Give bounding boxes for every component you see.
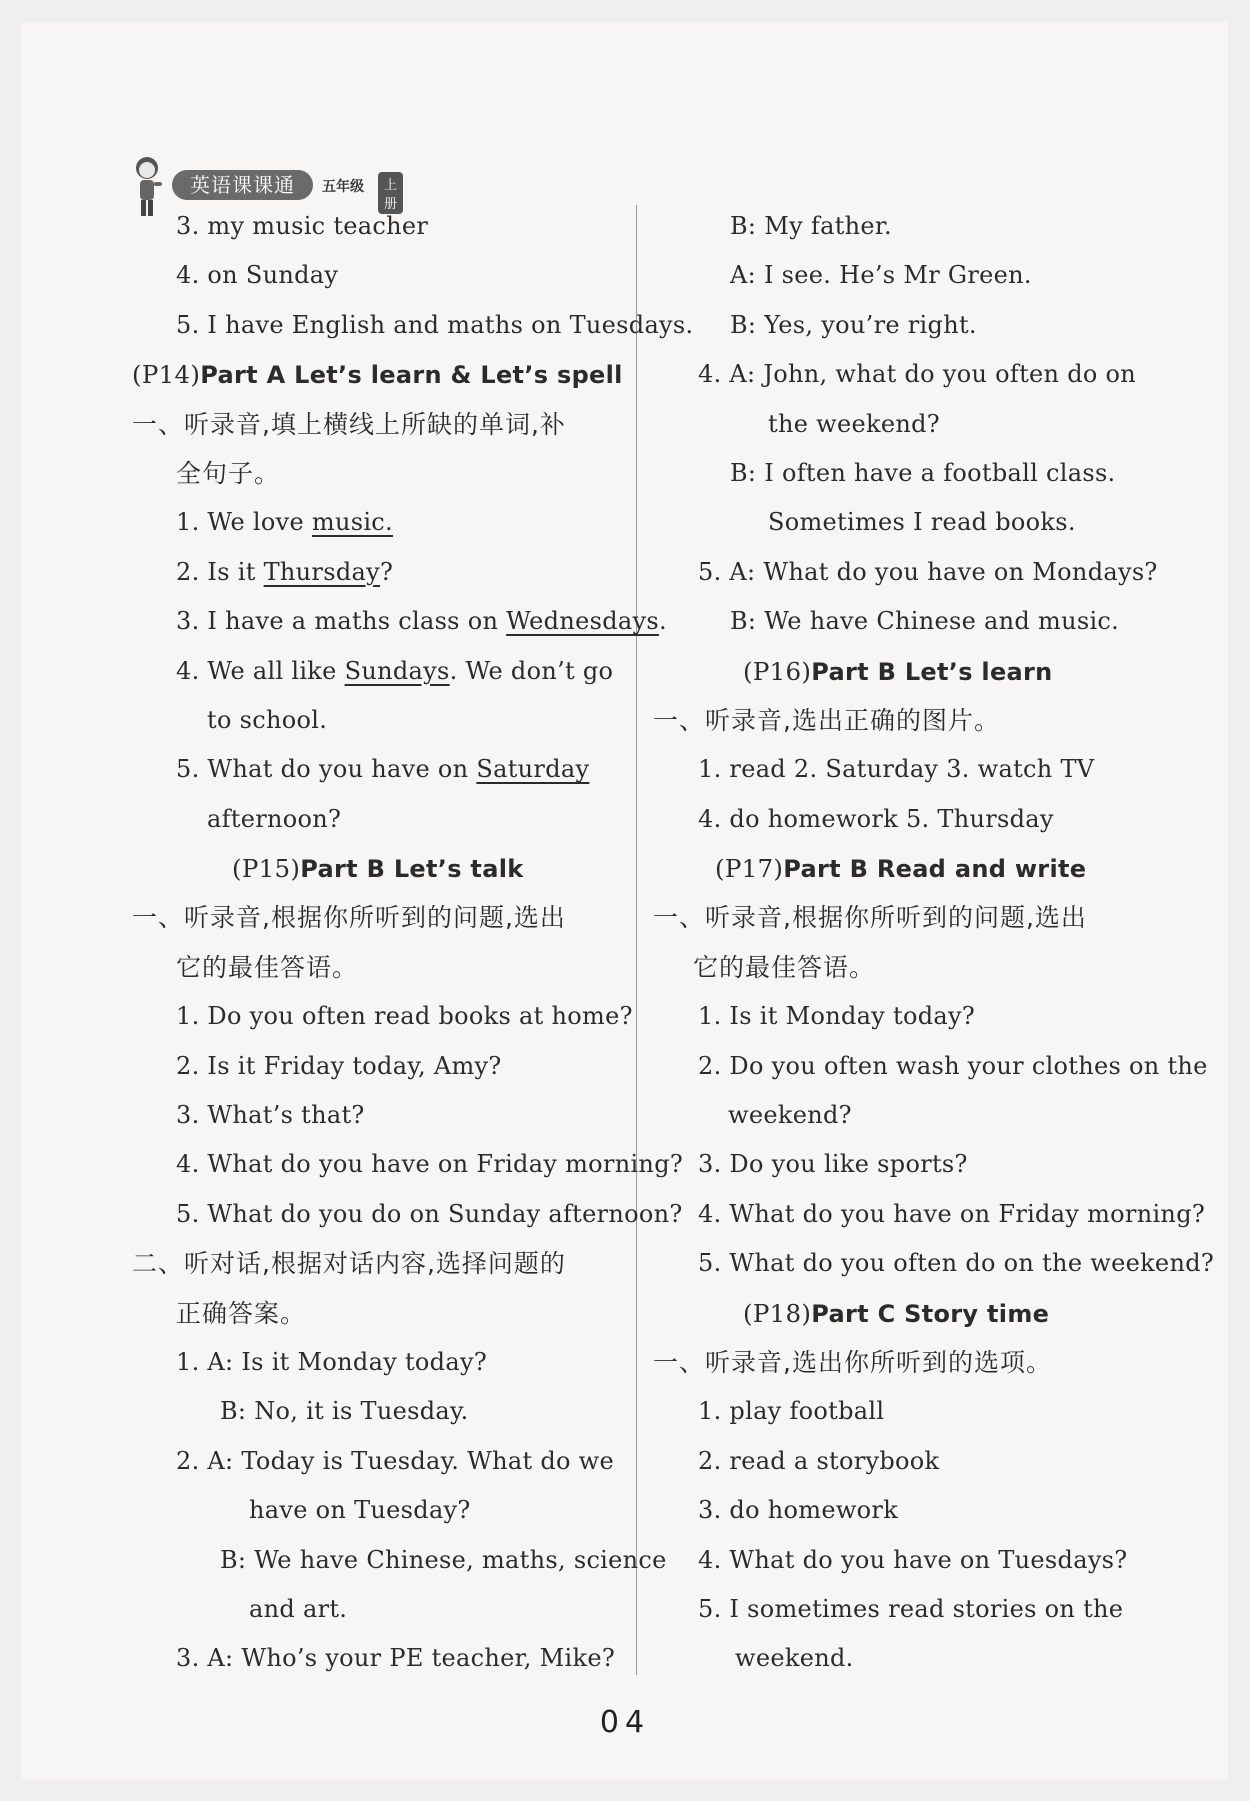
answer-line: 3. my music teacher [176, 212, 429, 240]
dialogue-line: 3. A: Who’s your PE teacher, Mike? [176, 1644, 616, 1673]
answer-line: weekend. [735, 1644, 854, 1673]
answer-line: afternoon? [207, 804, 342, 833]
section-title: Part B Let’s learn [811, 657, 1053, 686]
book-title-banner: 英语课课通 [172, 170, 313, 200]
instruction: 一、听录音,根据你所听到的问题,选出 [132, 903, 566, 933]
answer-line: 2. Is it Friday today, Amy? [176, 1051, 502, 1080]
answer-line: 1. Do you often read books at home? [176, 1002, 633, 1031]
answer-line: 3. do homework [698, 1496, 899, 1525]
answer-line: 2. Do you often wash your clothes on the [698, 1051, 1208, 1080]
answer-line: 1. play football [698, 1397, 885, 1426]
filled-blank: Sundays [344, 656, 450, 685]
dialogue-line: 1. A: Is it Monday today? [176, 1347, 487, 1376]
section-title: Part B Let’s talk [300, 855, 524, 884]
answer-line: to school. [207, 705, 328, 734]
answer-line: 1. We love music. [176, 508, 393, 537]
answer-line: weekend? [728, 1101, 852, 1130]
section-page: (P16) [743, 656, 812, 686]
answer-line: 5. What do you have on Saturday [176, 755, 590, 784]
dialogue-line: the weekend? [768, 409, 940, 438]
answer-line: 4. on Sunday [176, 261, 339, 290]
dialogue-line: B: We have Chinese and music. [730, 607, 1120, 636]
section-title: Part A Let’s learn & Let’s spell [200, 361, 623, 390]
section-heading [132, 350, 632, 399]
instruction: 一、听录音,选出你所听到的选项。 [653, 1347, 1052, 1377]
dialogue-line: 5. A: What do you have on Mondays? [698, 557, 1158, 586]
section-title: Part B Read and write [783, 855, 1087, 884]
column-divider [636, 205, 637, 1675]
answer-line: 3. I have a maths class on Wednesdays. [176, 607, 667, 636]
answer-line: 1. read 2. Saturday 3. watch TV [698, 755, 1095, 784]
filled-blank: Thursday [263, 557, 380, 586]
instruction: 它的最佳答语。 [176, 952, 359, 982]
instruction: 一、听录音,根据你所听到的问题,选出 [653, 903, 1087, 933]
answer-line: 5. I have English and maths on Tuesdays. [176, 310, 694, 339]
left-column [132, 202, 694, 1684]
section-heading [693, 1289, 1193, 1338]
section-heading [693, 844, 1193, 893]
section-heading [132, 844, 632, 893]
answer-line: 4. We all like Sundays. We don’t go [176, 656, 614, 685]
instruction: 全句子。 [176, 458, 281, 488]
volume-label: 上册 [378, 172, 403, 214]
answer-line: 4. What do you have on Friday morning? [698, 1199, 1206, 1228]
instruction: 一、听录音,填上横线上所缺的单词,补 [132, 409, 566, 439]
answer-line: 1. Is it Monday today? [698, 1002, 976, 1031]
grade-label: 五年级 [322, 179, 364, 195]
dialogue-line: B: No, it is Tuesday. [220, 1397, 469, 1426]
section-title: Part C Story time [811, 1299, 1050, 1328]
dialogue-line: B: My father. [730, 212, 892, 240]
dialogue-line: Sometimes I read books. [768, 508, 1076, 537]
instruction: 它的最佳答语。 [693, 952, 876, 982]
answer-line: 4. What do you have on Tuesdays? [698, 1545, 1128, 1574]
instruction: 一、听录音,选出正确的图片。 [653, 705, 1000, 735]
filled-blank: music. [311, 508, 393, 537]
answer-line: 5. What do you often do on the weekend? [698, 1249, 1215, 1278]
answer-line: 4. What do you have on Friday morning? [176, 1150, 684, 1179]
section-page: (P17) [715, 854, 784, 884]
instruction: 二、听对话,根据对话内容,选择问题的 [132, 1249, 566, 1279]
dialogue-line: and art. [249, 1594, 348, 1623]
answer-line: 5. What do you do on Sunday afternoon? [176, 1199, 683, 1228]
answer-line: 2. read a storybook [698, 1446, 940, 1475]
section-page: (P18) [743, 1298, 812, 1328]
page-number: 04 [599, 1705, 651, 1740]
section-heading [693, 647, 1193, 696]
section-page: (P14) [132, 360, 201, 390]
answer-line: 3. What’s that? [176, 1101, 365, 1130]
dialogue-line: B: I often have a football class. [730, 458, 1116, 487]
dialogue-line: B: We have Chinese, maths, science [220, 1545, 667, 1574]
dialogue-line: 2. A: Today is Tuesday. What do we [176, 1446, 615, 1475]
dialogue-line: B: Yes, you’re right. [730, 310, 977, 339]
answer-line: 2. Is it Thursday? [176, 557, 394, 586]
right-column [653, 202, 1215, 1684]
dialogue-line: have on Tuesday? [249, 1496, 471, 1525]
dialogue-line: A: I see. He’s Mr Green. [730, 261, 1032, 290]
section-page: (P15) [232, 854, 301, 884]
answer-line: 5. I sometimes read stories on the [698, 1594, 1124, 1623]
instruction: 正确答案。 [176, 1298, 307, 1328]
answer-line: 3. Do you like sports? [698, 1150, 968, 1179]
filled-blank: Saturday [476, 755, 590, 784]
answer-line: 4. do homework 5. Thursday [698, 804, 1054, 833]
filled-blank: Wednesdays [506, 607, 659, 636]
dialogue-line: 4. A: John, what do you often do on [698, 360, 1137, 389]
